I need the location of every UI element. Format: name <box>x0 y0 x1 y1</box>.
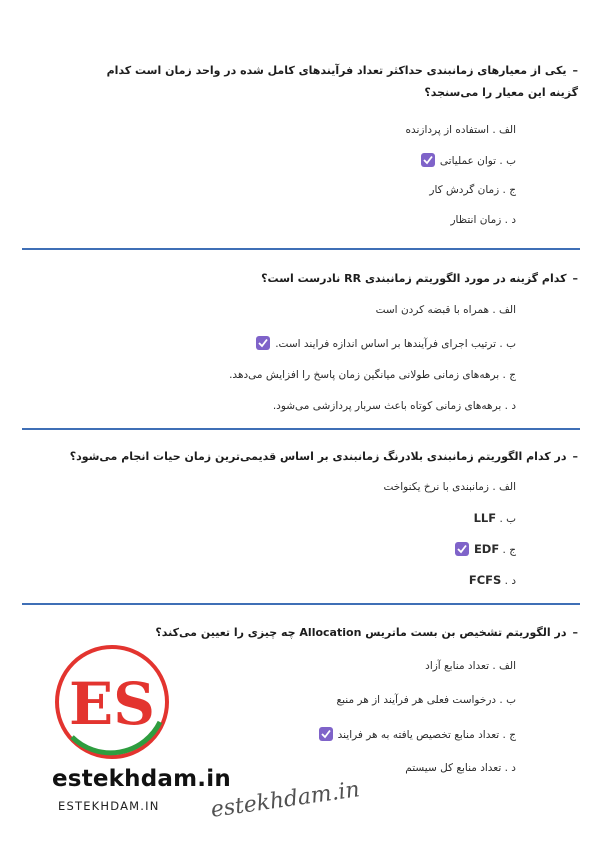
question-4 <box>38 622 578 644</box>
question-2-suffix: نادرست است؟ <box>261 272 341 285</box>
section-divider <box>22 428 580 430</box>
question-4-keyword: Allocation <box>299 626 362 639</box>
q3-option-b: ب . LLF <box>473 511 516 525</box>
question-1-line-2: گزینه این معیار را می‌سنجد؟ <box>424 86 578 99</box>
checkbox-checked-icon <box>256 336 270 350</box>
question-1 <box>38 60 578 104</box>
question-dash: – <box>572 64 578 77</box>
watermark: estekhdam.in <box>209 777 362 823</box>
checkbox-checked-icon <box>319 727 333 741</box>
q1-option-c: ج . زمان گردش کار <box>429 184 516 196</box>
question-dash: – <box>572 272 578 285</box>
question-1-line-1: یکی از معیارهای زمانبندی حداکثر تعداد فرآیندهای کامل شده در واحد زمان است کدام <box>106 64 567 77</box>
estekhdam-logo <box>52 642 172 762</box>
question-3 <box>38 446 578 468</box>
brand-name: estekhdam.in <box>52 766 231 792</box>
question-2 <box>38 268 578 290</box>
q2-option-a: الف . همراه با قبضه کردن است <box>375 304 516 316</box>
section-divider <box>22 248 580 250</box>
q2-option-d: د . برهه‌های زمانی کوتاه باعث سربار پردازشی می‌شود. <box>272 400 516 412</box>
question-4-suffix: چه چیزی را تعیین می‌کند؟ <box>155 626 296 639</box>
q3-option-c-term: EDF <box>473 542 500 556</box>
q1-option-d: د . زمان انتظار <box>450 214 516 226</box>
logo-letters: ES <box>68 670 156 738</box>
q1-option-a: الف . استفاده از پردازنده <box>405 124 516 136</box>
question-dash: – <box>572 450 578 463</box>
brand-name-caps: ESTEKHDAM.IN <box>58 799 160 813</box>
q3-option-d: د . FCFS <box>468 573 516 587</box>
q4-option-d: د . تعداد منابع کل سیستم <box>405 762 516 774</box>
q4-option-b: ب . درخواست فعلی هر فرآیند از هر منبع <box>336 694 516 706</box>
q3-option-a: الف . زمانبندی با نرخ یکنواخت <box>383 481 516 493</box>
q2-option-b: ب . ترتیب اجرای فرآیندها بر اساس اندازه فرایند است. <box>256 336 516 350</box>
q4-option-a: الف . تعداد منابع آزاد <box>425 660 516 672</box>
q3-option-d-term: FCFS <box>468 573 502 587</box>
q2-option-c: ج . برهه‌های زمانی طولانی میانگین زمان پاسخ را افزایش می‌دهد. <box>229 369 516 381</box>
q4-option-c: ج . تعداد منابع تخصیص یافته به هر فرایند <box>319 727 516 741</box>
q3-option-c: ج . EDF <box>455 542 516 556</box>
question-2-keyword: RR <box>344 272 362 285</box>
q1-option-b: ب . توان عملیاتی <box>421 153 516 167</box>
section-divider <box>22 603 580 605</box>
q3-option-b-term: LLF <box>473 511 497 525</box>
question-dash: – <box>572 626 578 639</box>
checkbox-checked-icon <box>455 542 469 556</box>
question-3-text: در کدام الگوریتم زمانبندی بلادرنگ زمانبندی بر اساس قدیمی‌ترین زمان حیات انجام می‌شود؟ <box>69 450 567 463</box>
question-2-prefix: کدام گزینه در مورد الگوریتم زمانبندی <box>364 272 567 285</box>
checkbox-checked-icon <box>421 153 435 167</box>
question-4-prefix: در الگوریتم تشخیص بن بست ماتریس <box>365 626 567 639</box>
